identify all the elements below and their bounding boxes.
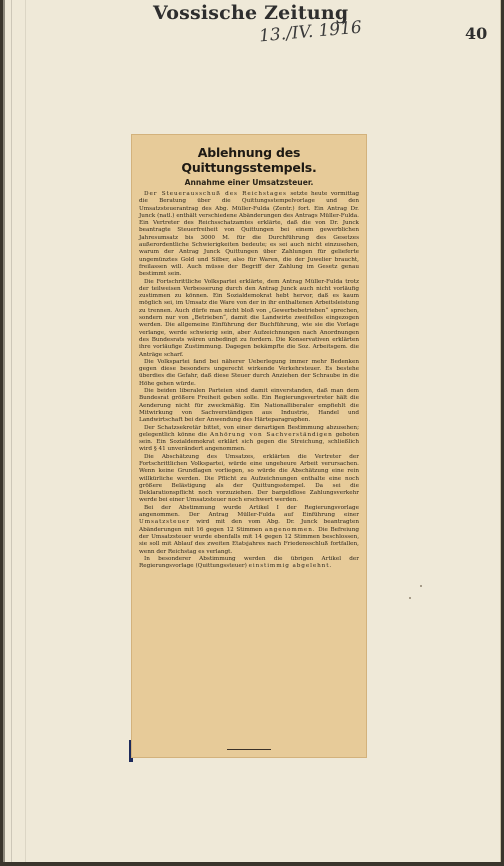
- spaced-text: Umsatzsteuer: [139, 519, 190, 526]
- handwritten-date: 13./IV. 1916: [258, 17, 363, 47]
- spaced-text: angenommen.: [264, 526, 316, 533]
- paragraph-text: Der Schatzsekretär bittet, von einer derartigen Bestimmung abzusehen; gelegentlich könne die: [139, 424, 359, 438]
- newspaper-clipping: [132, 135, 366, 757]
- article-headline: Ablehnung des Quittungsstempels.: [181, 145, 317, 175]
- page-crease: [25, 0, 26, 862]
- newspaper-masthead: Vossische Zeitung: [153, 2, 349, 24]
- page-crease: [3, 0, 5, 862]
- paragraph: Die beiden liberalen Parteien sind damit einverstanden, daß man dem Bundesrat größere Freiheit geben solle. Ein Regierungsvertreter hält die Aenderung nicht für zweckmäßig. Ein Nationalliberaler empfiehlt die Mitwirkung von Sachverständigen aus Industrie, Handel und Landwirtschaft bei der Anwendung des Härteparagraphen.: [139, 388, 359, 424]
- page-number: 40: [465, 24, 488, 43]
- paragraph-text: In besonderer Abstimmung werden die übrigen Artikel der Regierungsvorlage (Quittungssteuer): [139, 555, 359, 570]
- paragraph: [139, 505, 359, 556]
- article-subheadline: Annahme einer Umsatzsteuer.: [184, 178, 314, 187]
- paragraph-text: geboten sein. Ein Sozialdemokrat erklärt sich gegen die Streichung, schließlich wird § 41 unverändert angenommen.: [139, 431, 359, 453]
- paragraph: [139, 556, 359, 571]
- paragraph: [139, 191, 359, 279]
- ink-speck: [420, 585, 422, 587]
- article-body: [132, 187, 366, 570]
- paragraph: Die Abschätzung des Umsatzes, erklärten die Vertreter der Fortschrittlichen Volkspartei, würde eine ungeheure Arbeit verursachen. Wenn keine Grundlagen vorliegen, so würde die Abschätzung eine rein willkürliche werden. Die Pflicht zu Aufzeichnungen enthalte eine noch größere Belästigung als der Quittungsstempel. Da sei die Deklarationspflicht noch vorzuziehen. Der bargeldlose Zahlungsverkehr werde bei einer Umsatzsteuer noch erschwert werden.: [139, 453, 359, 504]
- ink-speck: [409, 597, 411, 599]
- paragraph-text: wird mit den vom Abg. Dr. Junck beantragten Abänderungen mit 16 gegen 12 Stimmen: [139, 519, 359, 533]
- paragraph-text: Bei der Abstimmung wurde Artikel I der Regierungsvorlage angenommen. Der Antrag Müller-Fulda auf Einführung einer: [139, 504, 359, 519]
- paragraph: Die Fortschrittliche Volkspartei erklärte, dem Antrag Müller-Fulda trotz der teilweisen Verbesserung durch den Antrag Junck auch nicht vorläufig zustimmen zu können. Ein Sozialdemokrat hebt hervor, daß es kaum möglich sei, im Umsatz die Ware von der in ihr enthaltenen Arbeitsleistung zu trennen. Auch dürfe man nicht bloß von „Gewerbebetrieben“ sprechen, sondern nur von „Betrieben“, damit die Landwirte zweifellos eingezogen werden. Die allgemeine Einführung der Buchführung, wie sie die Vorlage verlange, werde schwierig sein, aber Aufzeichnungen nach Anordnungen des Bundesrats wären unbedingt zu fordern. Die Konservativen erklärten ihre vorläufige Zustimmung. Dagegen bekämpfte die Soz. Arbeitsgem. die Anträge scharf.: [139, 278, 359, 358]
- end-rule: [227, 749, 271, 750]
- spaced-text: Anhörung von Sachverständigen: [209, 431, 333, 438]
- spaced-text: einstimmig abgelehnt.: [248, 563, 333, 570]
- paragraph: Die Volkspartei fand bei näherer Ueberlegung immer mehr Bedenken gegen diese besonders ungerecht wirkende Verkehrsteuer. Es bestehe überdies die Gefahr, daß diese Steuer durch Anziehen der Schraube in die Höhe gehen würde.: [139, 358, 359, 387]
- paragraph-text: Die Befreiung der Umsatzsteuer wurde ebenfalls mit 14 gegen 12 Stimmen beschlossen, sie soll mit Ablauf des zweiten Etatsjahres nach Friedensschluß fortfallen, wenn der Reichstag es verlangt.: [139, 526, 360, 555]
- spaced-text: Der Steuerausschuß des Reichstages: [144, 191, 287, 197]
- paragraph-text: setzte heute vormittag die Beratung über die Quittungsstempelvorlage und den Umsatzsteuerantrag des Abg. Müller-Fulda (Zentr.) fort. Ein Antrag Dr. Junck (natl.) enthält verschiedene Abänderungen des Antrags Müller-Fulda. Ein Vertreter des Reichsschatzamtes erklärte, daß die von Dr. Junck beantragte Steuerfreiheit von Quittungen bei einem gewerblichen Jahresumsatz bis 3000 M. für die Durchführung des Gesetzes außerordentliche Schwierigkeiten bedeute; es sei auch nicht einzusehen, warum der Antrag Junck Quittungen über Zahlungen für gelieferte ungemünztes Gold und Silber, also für Waren, die der Juwelier braucht, freilassen will. Auch müsse der Begriff der Zahlung im Gesetz genau bestimmt sein.: [139, 191, 359, 278]
- paragraph: [139, 425, 359, 454]
- page-crease: [11, 0, 12, 862]
